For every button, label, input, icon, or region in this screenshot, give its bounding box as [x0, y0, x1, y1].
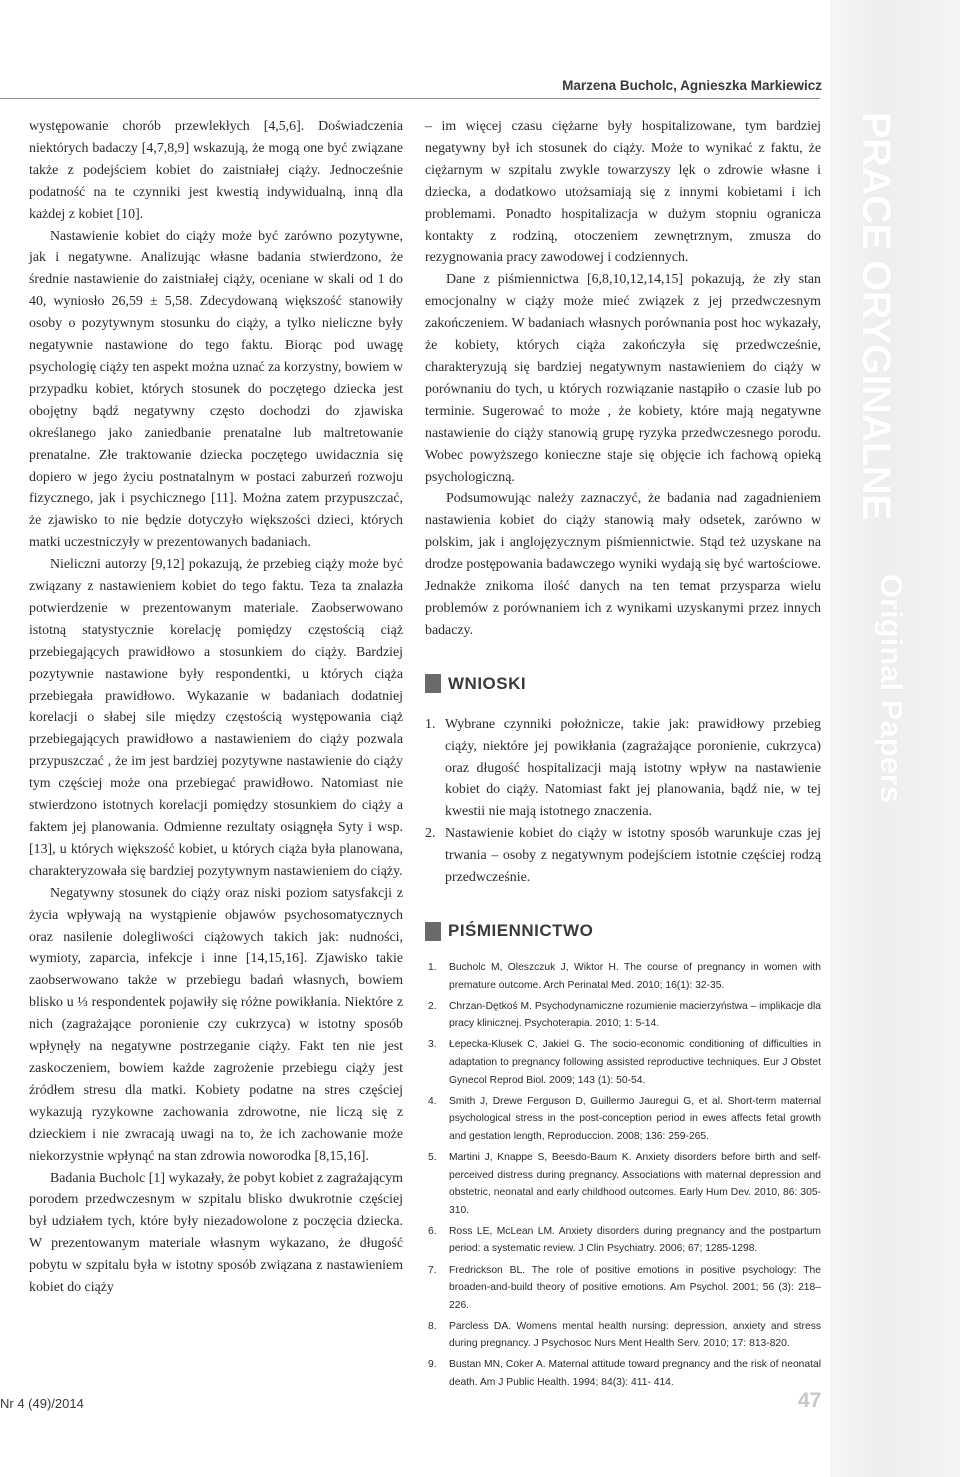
- body-paragraph: Negatywny stosunek do ciąży oraz niski poziom satysfakcji z życia wpływają na wystąpienie objawów psychosomatycznych oraz nasilenie dolegliwości ciążowych takich jak: nudności, wymioty, zaparcia, infekcje i inne [14,15,16]. Zjawisko takie zaobserwowano także w przebiegu badań własnych, bowiem blisko u ⅓ respondentek pojawiły się różne powikłania. Niektóre z nich (zagrażające poronienie czy cukrzyca) w istotny sposób wpłynęły na negatywne postrzeganie ciąży. Fakt ten nie jest zaskoczeniem, bowiem każde zagrożenie przebiegu ciąży jest źródłem stresu dla matki. Kobiety podatne na stres częściej wykazują ryzykowne zachowania zdrowotne, nie liczą się z dzieckiem i nie zwracają uwagi na to, że ich zachowanie może niekorzystnie wpłynąć na stan zdrowia noworodka [8,15,16].: [29, 885, 403, 1164]
- reference-item: [425, 1356, 821, 1391]
- reference-item: [425, 998, 821, 1033]
- reference-number: 9.: [428, 1359, 437, 1371]
- reference-text: Chrzan-Dętkoś M. Psychodynamiczne rozumienie macierzyństwa – implikacje dla pracy klinicznej. Psychoterapia. 2010; 1: 5-14.: [449, 1000, 821, 1030]
- reference-item: [425, 1036, 821, 1089]
- reference-item: [425, 1149, 821, 1219]
- body-paragraph: Podsumowując należy zaznaczyć, że badania nad zagadnieniem nastawienia kobiet do ciąży stanowią mały odsetek, zarówno w polskim, jak i anglojęzycznym piśmiennictwie. Stąd też uzyskane na drodze postępowania badawczego wyniki wydają się być wartościowe. Jednakże znikoma ilość danych na ten temat przysparza wielu problemów z porównaniem ich z wynikami uzyskanymi przez innych badaczy.: [425, 491, 821, 638]
- reference-item: [425, 959, 821, 994]
- conclusion-text: Nastawienie kobiet do ciąży w istotny sposób warunkuje czas jej trwania – osoby z negatywnym podejściem istotnie częściej rodzą przedwcześnie.: [445, 826, 821, 886]
- header-rule: [0, 98, 820, 99]
- running-header-authors: Marzena Bucholc, Agnieszka Markiewicz: [562, 78, 822, 93]
- conclusion-number: 1.: [425, 716, 436, 732]
- reference-text: Łepecka-Klusek C, Jakiel G. The socio-economic conditioning of difficulties in adaptation to pregnancy following assisted reproductive techniques. Eur J Obstet Gynecol Reprod Biol. 2009; 143 (1): 50-54.: [449, 1039, 821, 1086]
- conclusions-heading-text: WNIOSKI: [448, 673, 527, 693]
- page-number: 47: [798, 1389, 822, 1412]
- conclusion-text: Wybrane czynniki położnicze, takie jak: prawidłowy przebieg ciąży, niektóre jej powikłania (zagrażające poronienie, cukrzyca) oraz długość hospitalizacji mają istotny wpływ na nastawienie kobiet do ciąży. Natomiast fakt jej planowania, bądź nie, w tej kwestii nie mają istotnego znaczenia.: [445, 716, 821, 820]
- reference-text: Bustan MN, Coker A. Maternal attitude toward pregnancy and the risk of neonatal death. Am J Public Health. 1994; 84(3): 411- 414.: [449, 1359, 821, 1389]
- reference-text: Ross LE, McLean LM. Anxiety disorders during pregnancy and the postpartum period: a systematic review. J Clin Psychiatry. 2006; 67; 1285-1298.: [449, 1225, 821, 1255]
- reference-number: 4.: [428, 1095, 437, 1107]
- reference-text: Bucholc M, Oleszczuk J, Wiktor H. The course of pregnancy in women with premature outcome. Arch Perinatal Med. 2010; 16(1): 32-35.: [449, 962, 821, 991]
- reference-item: [425, 1262, 821, 1315]
- reference-item: [425, 1318, 821, 1353]
- reference-number: 8.: [428, 1320, 437, 1332]
- reference-number: 3.: [428, 1039, 437, 1051]
- reference-text: Smith J, Drewe Ferguson D, Guillermo Jauregui G, et al. Short-term maternal psychological stress in the post-conception period in ewes affects fetal growth and gestation length, Reproduccion. 2008; 136: 259-265.: [449, 1095, 821, 1142]
- reference-number: 6.: [428, 1225, 437, 1237]
- heading-square-icon: [425, 922, 441, 941]
- references-heading: [425, 919, 821, 943]
- sidebar-label-en: Original Papers: [874, 574, 909, 804]
- left-column: [29, 116, 403, 1299]
- reference-number: 2.: [428, 1000, 437, 1012]
- conclusion-item: [425, 823, 821, 889]
- references-heading-text: PIŚMIENNICTWO: [448, 921, 594, 941]
- reference-text: Parcless DA. Womens mental health nursing: depression, anxiety and stress during pregnancy. J Psychosoc Nurs Ment Health Serv. 2010; 17: 813-820.: [449, 1320, 821, 1350]
- body-paragraph: Badania Bucholc [1] wykazały, że pobyt kobiet z zagrażającym porodem przedwczesnym w szpitalu blisko dwukrotnie częściej był udziałem tych, które były niezadowolone z poczęcia dziecka. W prezentowanym materiale własnym wykazano, że długość pobytu w szpitalu była w istotny sposób związana z nastawieniem kobiet do ciąży: [29, 1170, 403, 1296]
- body-paragraph: występowanie chorób przewlekłych [4,5,6]. Doświadczenia niektórych badaczy [4,7,8,9] wskazują, że mogą one być związane także z podejściem kobiet do zaistniałej ciąży. Jednocześnie podatność na te czynniki jest kwestią indywidualną, inną dla każdej z kobiet [10].: [29, 119, 403, 222]
- reference-text: Fredrickson BL. The role of positive emotions in positive psychology: The broaden-and-build theory of positive emotions. Am Psychol. 2001; 56 (3): 218–226.: [449, 1264, 821, 1311]
- body-paragraph: – im więcej czasu ciężarne były hospitalizowane, tym bardziej negatywny był ich stosunek do ciąży. Może to wynikać z faktu, że ciężarnym w szpitalu zwykle towarzyszy lęk o zdrowie własne i dziecka, a dodatkowo utożsamiają się z innymi kobietami i ich problemami. Ponadto hospitalizacja w dużym stopniu ogranicza kontakty z rodziną, otoczeniem zewnętrznym, zmusza do rezygnowania pracy zawodowej i codziennych.: [425, 119, 821, 266]
- conclusions-list: [425, 714, 821, 889]
- sidebar-label-pl: PRACE ORYGINALNE: [854, 112, 898, 521]
- heading-square-icon: [425, 674, 441, 693]
- footer-issue: Nr 4 (49)/2014: [0, 1396, 84, 1411]
- reference-text: Martini J, Knappe S, Beesdo-Baum K. Anxiety disorders before birth and self-perceived distress during pregnancy. Associations with maternal depression and obstetric, neonatal and early childhood outcomes. Early Hum Dev. 2010, 86: 305-310.: [449, 1151, 821, 1216]
- conclusion-item: [425, 714, 821, 824]
- reference-item: [425, 1093, 821, 1146]
- reference-number: 5.: [428, 1151, 437, 1163]
- reference-item: [425, 1223, 821, 1258]
- body-paragraph: Dane z piśmiennictwa [6,8,10,12,14,15] pokazują, że zły stan emocjonalny w ciąży może mieć związek z jej przedwczesnym zakończeniem. W badaniach własnych porównania post hoc wykazały, że kobiety, których ciąża zakończyła się przedwcześnie, charakteryzują się bardziej negatywnym nastawieniem do ciąży w porównaniu do tych, u których rozwiązanie nastąpiło o czasie lub po terminie. Sugerować to może , że kobiety, które mają negatywne nastawienie do ciąży stanowią grupę ryzyka przedwczesnego porodu. Wobec powyższego konieczne staje się objęcie ich fachową opieką psychologiczną.: [425, 272, 821, 485]
- conclusions-heading: [425, 672, 821, 696]
- right-column: [425, 116, 821, 1395]
- body-paragraph: Nastawienie kobiet do ciąży może być zarówno pozytywne, jak i negatywne. Analizując własne badania stwierdzono, że średnie nastawienie do zaistniałej ciąży, oceniane w skali od 1 do 40, wyniosło 26,59 ± 5,58. Zdecydowaną większość stanowiły osoby o pozytywnym stosunku do ciąży, a tylko nieliczne były negatywnie nastawione do tego faktu. Biorąc pod uwagę psychologię ciąży ten aspekt można uznać za korzystny, bowiem w przypadku kobiet, których stosunek do poczętego dziecka jest obojętny bądź negatywny często dochodzi do zjawiska określanego jako zaniedbanie prenatalne lub maltretowanie prenatalne. Złe traktowanie dziecka poczętego uwidacznia się dopiero w jego życiu postnatalnym w postaci zaburzeń rozwoju fizycznego, jak i psychicznego [11]. Można zatem przypuszczać, że zjawisko to nie będzie dotyczyło większości dzieci, których matki uczestniczyły w prezentowanych badaniach.: [29, 228, 404, 551]
- references-list: [425, 959, 821, 1392]
- conclusion-number: 2.: [425, 826, 436, 842]
- body-paragraph: Nieliczni autorzy [9,12] pokazują, że przebieg ciąży może być związany z nastawieniem kobiet do tego faktu. Teza ta znalazła potwierdzenie w prezentowanym materiale. Zaobserwowano istotną statystycznie korelację pomiędzy częstością ciąż przebiegających prawidłowo a stosunkiem do ciąży. Bardziej pozytywnie nastawione były respondentki, u których ciąża przebiegała prawidłowo. Wykazanie w badaniach dodatniej korelacji o słabej sile między częstością występowania ciąż przebiegających prawidłowo a nastawieniem do ciąży pozwala przypuszczać , że im jest bardziej pozytywne nastawienie do ciąży tym częściej może ona przebiegać prawidłowo. Natomiast nie stwierdzono istotnych korelacji pomiędzy stosunkiem do ciąży a faktem jej planowania. Odmienne rezultaty osiągnęła Syty i wsp. [13], u których większość kobiet, u których ciąża była planowana, charakteryzowała się bardziej pozytywnym nastawieniem do ciąży.: [29, 557, 403, 879]
- reference-number: 1.: [428, 962, 437, 973]
- reference-number: 7.: [428, 1264, 437, 1276]
